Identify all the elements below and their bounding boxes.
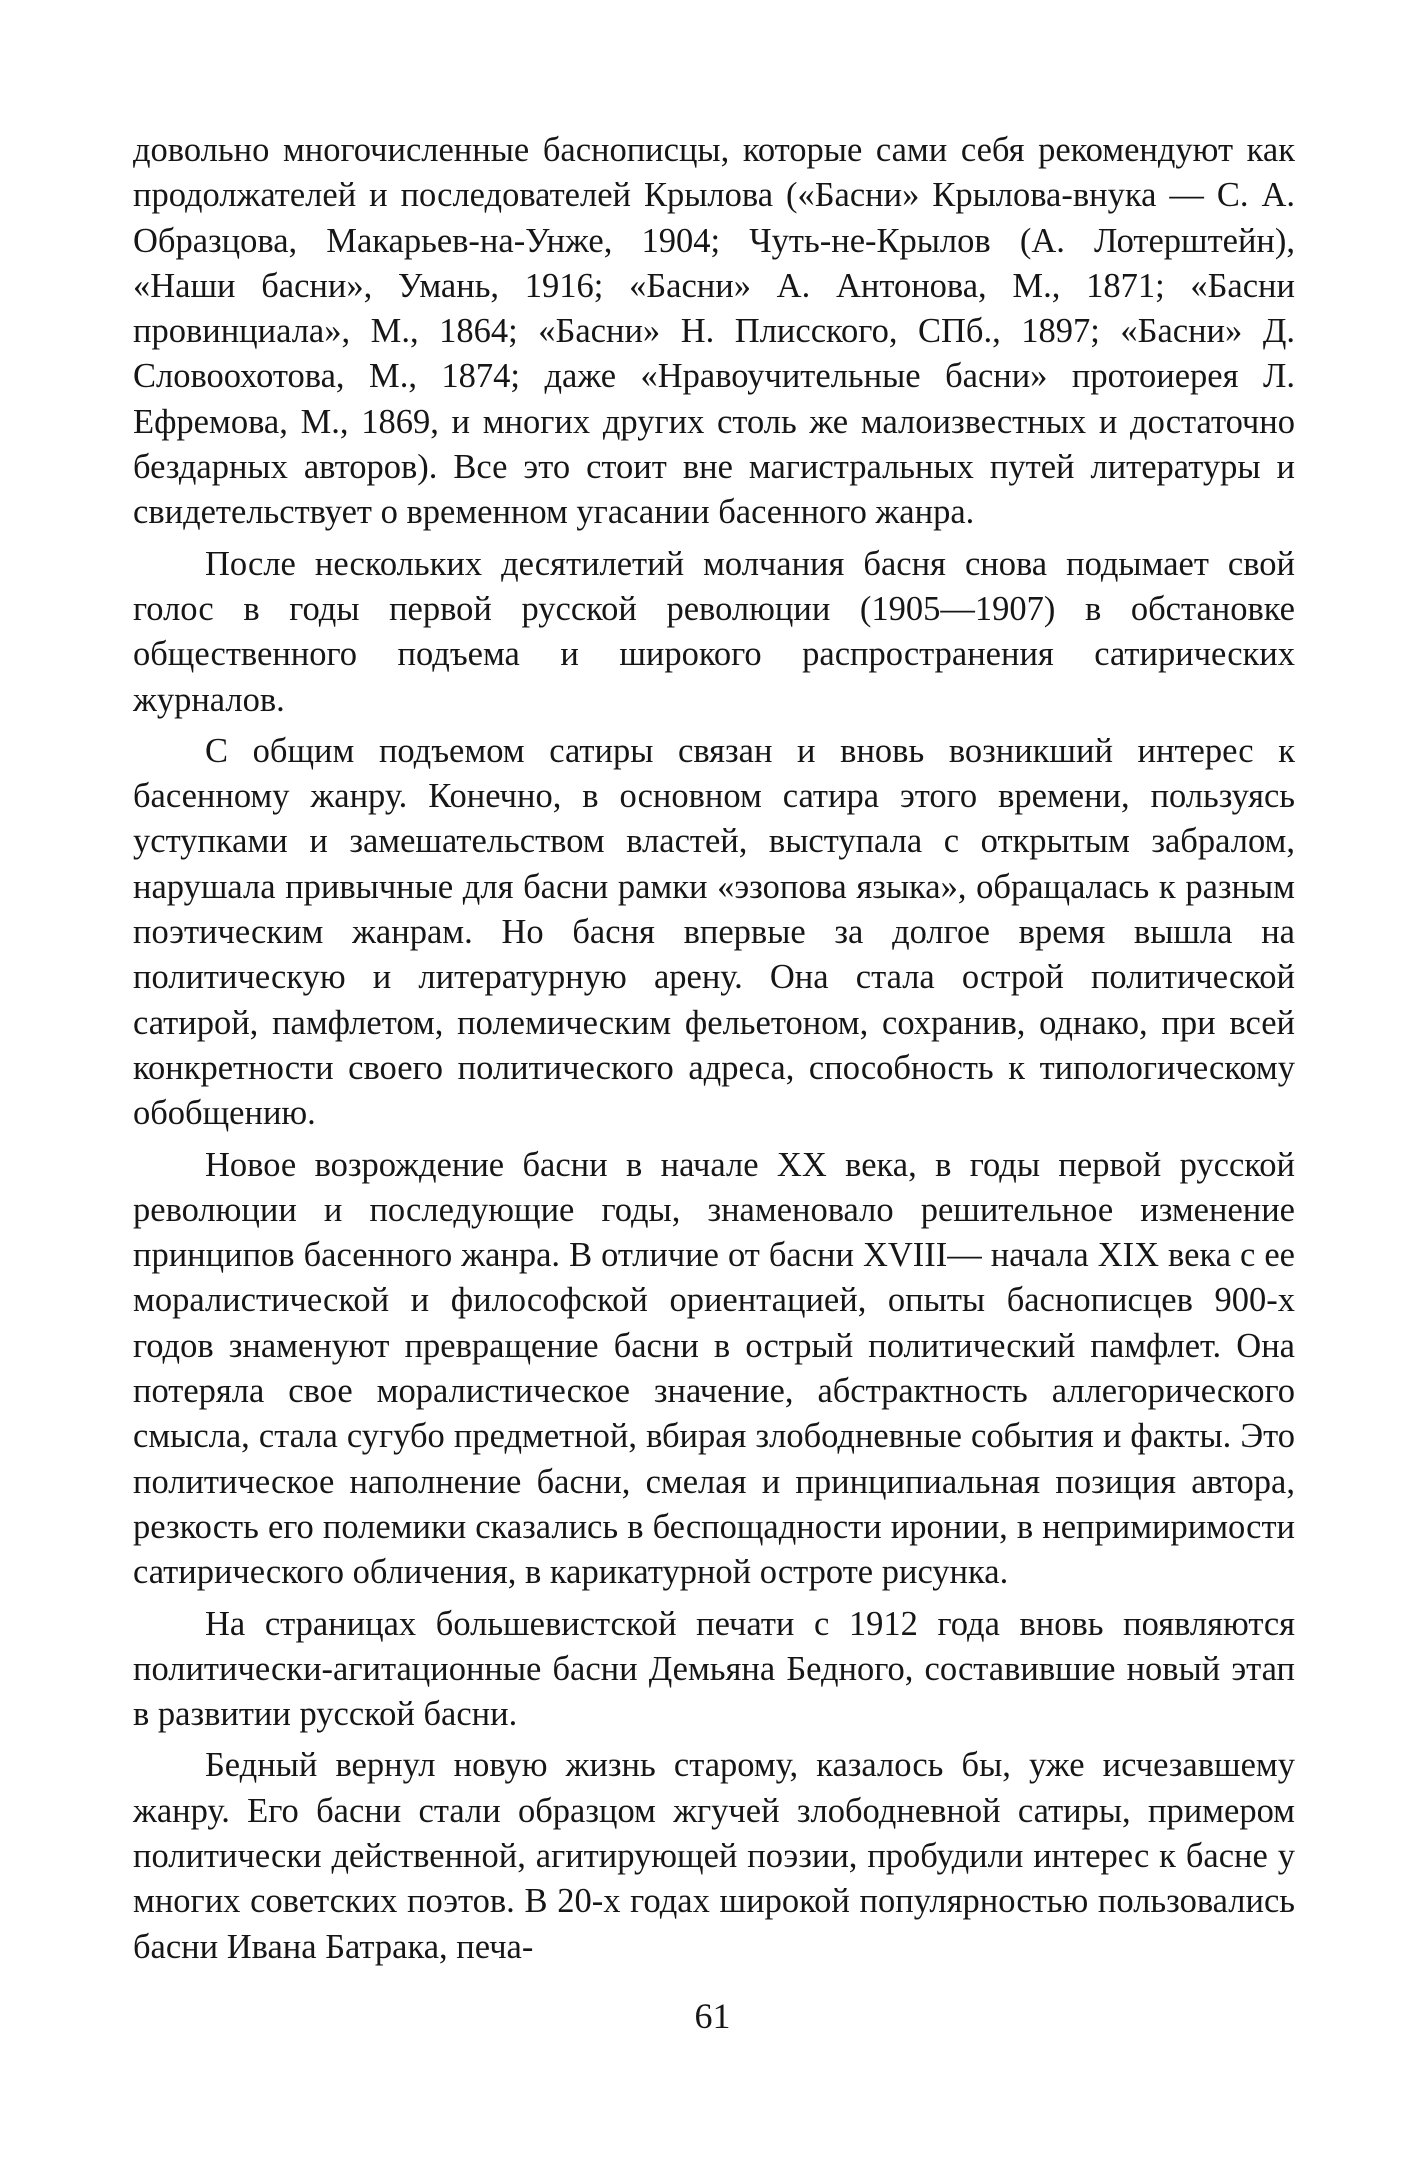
paragraph-6: Бедный вернул новую жизнь старому, казалось бы, уже исчезавшему жанру. Его басни стали образцом жгучей злободневной сатиры, примером политически действенной, агитирующей поэзии, пробудили интерес к басне у многих советских поэтов. В 20-х годах широкой популярностью пользовались басни Ивана Батрака, печа- xyxy=(133,1746,1295,1966)
paragraph-3: С общим подъемом сатиры связан и вновь возникший интерес к басенному жанру. Конечно, в основном сатира этого времени, пользуясь уступками и замешательством властей, выступала с открытым забралом, нарушала привычные для басни рамки «эзопова языка», обращалась к разным поэтическим жанрам. Но басня впервые за долгое время вышла на политическую и литературную арену. Она стала острой политической сатирой, памфлетом, полемическим фельетоном, сохранив, однако, при всей конкретности своего политического адреса, способность к типологическому обобщению. xyxy=(133,731,1295,1133)
paragraph-2: После нескольких десятилетий молчания басня снова подымает свой голос в годы первой русской революции (1905—1907) в обстановке общественного подъема и широкого распространения сатирических журналов. xyxy=(133,544,1295,719)
paragraph-5: На страницах большевистской печати с 1912 года вновь появляются политически-агитационные басни Демьяна Бедного, составившие новый этап в развитии русской басни. xyxy=(133,1604,1295,1734)
paragraph-4: Новое возрождение басни в начале XX века, в годы первой русской революции и последующие годы, знаменовало решительное изменение принципов басенного жанра. В отличие от басни XVIII— начала XIX века с ее моралистической и философской ориентацией, опыты баснописцев 900-х годов знаменуют превращение басни в острый политический памфлет. Она потеряла свое моралистическое значение, абстрактность аллегорического смысла, стала сугубо предметной, вбирая злободневные события и факты. Это политическое наполнение басни, смелая и принципиальная позиция автора, резкость его полемики сказались в беспощадности иронии, в непримиримости сатирического обличения, в карикатурной остроте рисунка. xyxy=(133,1145,1295,1592)
paragraph-1: довольно многочисленные баснописцы, которые сами себя рекомендуют как продолжателей и последователей Крылова («Басни» Крылова-внука — С. А. Образцова, Макарьев-на-Унже, 1904; Чуть-не-Крылов (А. Лотерштейн), «Наши басни», Умань, 1916; «Басни» А. Антонова, М., 1871; «Басни провинциала», М., 1864; «Басни» Н. Плисского, СПб., 1897; «Басни» Д. Словоохотова, М., 1874; даже «Нравоучительные басни» протоиерея Л. Ефремова, М., 1869, и многих других столь же малоизвестных и достаточно бездарных авторов). Все это стоит вне магистральных путей литературы и свидетельствует о временном угасании басенного жанра. xyxy=(133,131,1295,532)
page-number: 61 xyxy=(694,1996,731,2036)
body-text xyxy=(133,128,1295,1976)
